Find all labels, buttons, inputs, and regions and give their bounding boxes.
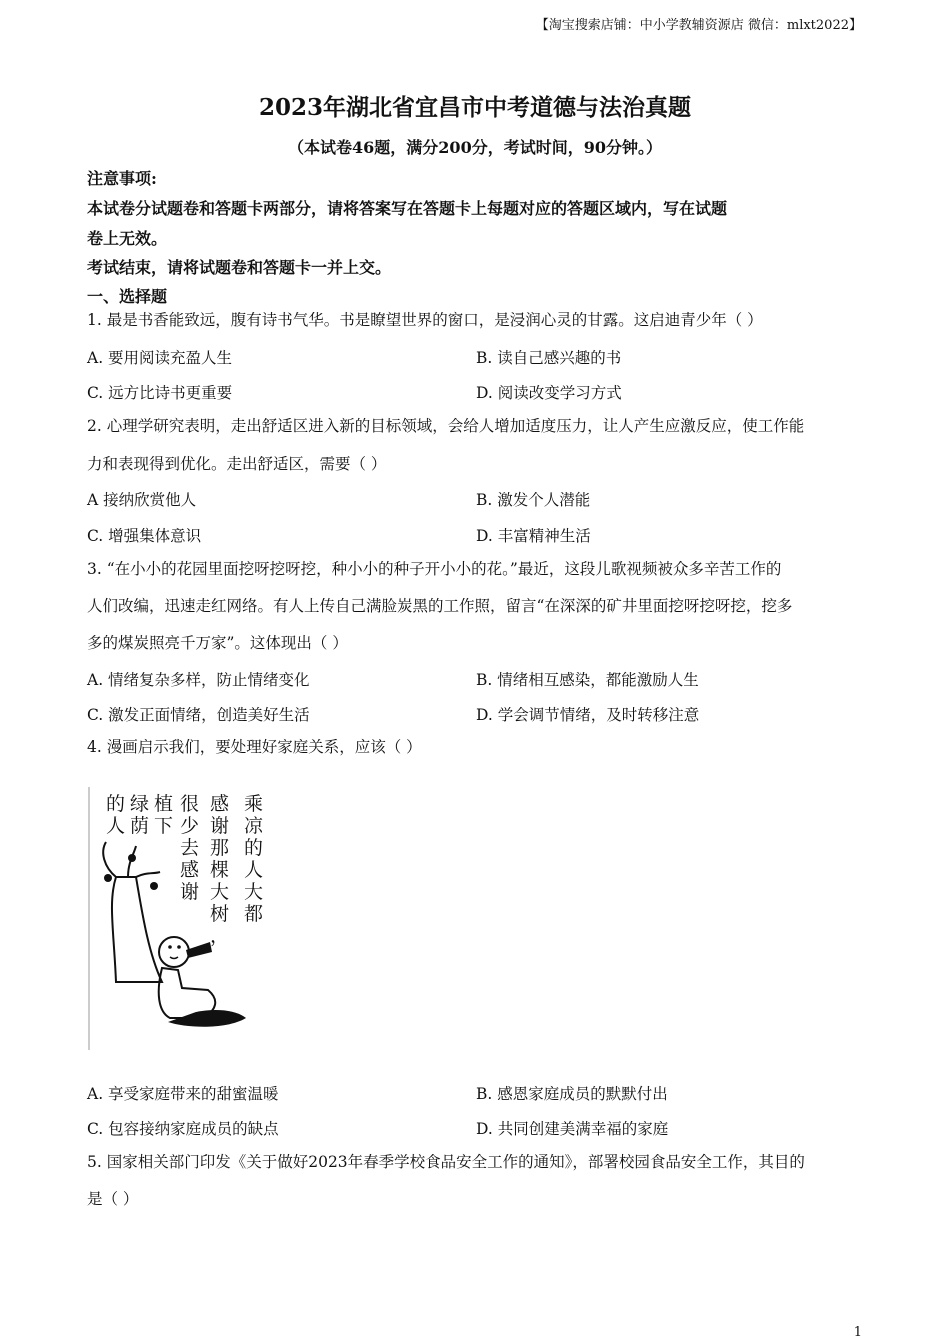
comic-caption-col-5: 绿荫 (130, 793, 150, 837)
comic-caption-col-3: 很少去感谢 (180, 793, 200, 903)
question-5-stem-cont: 是（ ） (87, 1190, 139, 1208)
notice-line-2: 考试结束，请将试题卷和答题卡一并上交。 (87, 258, 392, 277)
comic-caption-col-4: 植下 (154, 793, 174, 837)
question-5-stem: 5. 国家相关部门印发《关于做好2023年春季学校食品安全工作的通知》，部署校园食品安全工作，其目的 (87, 1153, 805, 1171)
comic-caption-col-6: 的人 (106, 793, 126, 837)
question-4-option-c: C. 包容接纳家庭成员的缺点 (87, 1120, 279, 1138)
question-4-stem: 4. 漫画启示我们，要处理好家庭关系，应该（ ） (87, 738, 422, 756)
question-1-option-d: D. 阅读改变学习方式 (476, 384, 622, 402)
question-2-option-a: A 接纳欣赏他人 (87, 491, 197, 509)
exam-title: 2023年湖北省宜昌市中考道德与法治真题 (258, 94, 691, 121)
question-2-stem-cont: 力和表现得到优化。走出舒适区，需要（ ） (87, 455, 387, 473)
section-heading: 一、选择题 (87, 287, 168, 306)
notice-line-1-cont: 卷上无效。 (87, 229, 168, 248)
question-3-option-a: A. 情绪复杂多样，防止情绪变化 (87, 671, 310, 689)
comic-caption-col-1: 乘凉的人大都 (244, 793, 264, 925)
exam-subtitle: （本试卷46题，满分200分，考试时间，90分钟。） (288, 138, 662, 157)
question-1-option-c: C. 远方比诗书更重要 (87, 384, 233, 402)
question-1-option-b: B. 读自己感兴趣的书 (476, 349, 622, 367)
comic-illustration (86, 782, 286, 1052)
notice-heading: 注意事项: (87, 169, 157, 188)
question-3-option-d: D. 学会调节情绪，及时转移注意 (476, 706, 700, 724)
page-number: 1 (853, 1325, 862, 1340)
question-2-stem: 2. 心理学研究表明，走出舒适区进入新的目标领域，会给人增加适度压力，让人产生应激反应，使工作能 (87, 417, 805, 435)
question-3-stem-cont-1: 人们改编，迅速走红网络。有人上传自己满脸炭黑的工作照，留言“在深深的矿井里面挖呀挖呀挖，挖多 (87, 597, 793, 615)
question-1-option-a: A. 要用阅读充盈人生 (87, 349, 233, 367)
question-4-option-a: A. 享受家庭带来的甜蜜温暖 (87, 1085, 279, 1103)
page-header: 【淘宝搜索店铺：中小学教辅资源店 微信：mlxt2022】 (535, 18, 862, 33)
question-3-stem-cont-2: 多的煤炭照亮千万家”。这体现出（ ） (87, 634, 348, 652)
question-3-option-c: C. 激发正面情绪，创造美好生活 (87, 706, 310, 724)
question-3-option-b: B. 情绪相互感染，都能激励人生 (476, 671, 699, 689)
notice-line-1: 本试卷分试题卷和答题卡两部分，请将答案写在答题卡上每题对应的答题区域内，写在试题 (87, 199, 728, 218)
question-3-stem: 3. “在小小的花园里面挖呀挖呀挖，种小小的种子开小小的花。”最近，这段儿歌视频被众多辛苦工作的 (87, 560, 782, 578)
question-1-stem: 1. 最是书香能致远，腹有诗书气华。书是瞭望世界的窗口，是浸润心灵的甘露。这启迪青少年（ ） (87, 311, 763, 329)
comic-caption-col-2: 感谢那棵大树， (210, 793, 230, 947)
question-2-option-d: D. 丰富精神生活 (476, 527, 591, 545)
question-2-option-b: B. 激发个人潜能 (476, 491, 591, 509)
question-4-option-d: D. 共同创建美满幸福的家庭 (476, 1120, 669, 1138)
question-2-option-c: C. 增强集体意识 (87, 527, 202, 545)
question-4-option-b: B. 感恩家庭成员的默默付出 (476, 1085, 668, 1103)
